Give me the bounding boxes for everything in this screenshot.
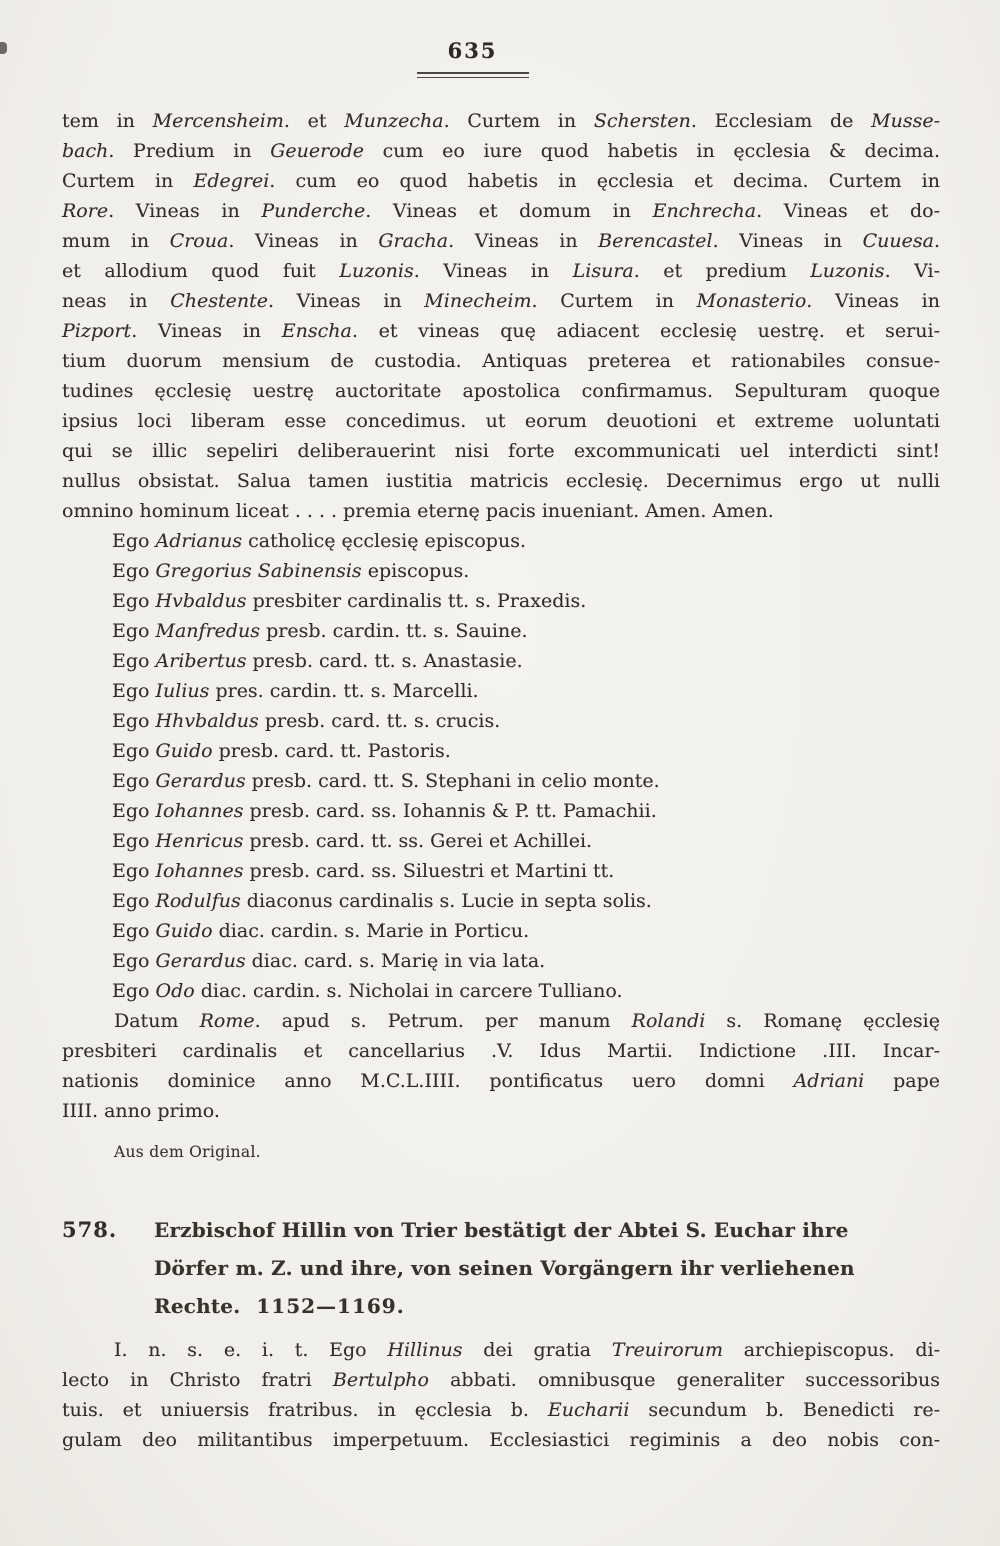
text-line: bach. Predium in Geuerode cum eo iure quod habetis in ęcclesia & decima. [62,140,941,162]
page-number-rule [417,72,529,78]
text-line: Ego Aribertus presb. card. tt. s. Anastasie. [112,650,523,672]
scan-artifact [0,42,7,54]
text-line: Ego Hvbaldus presbiter cardinalis tt. s. Praxedis. [112,590,587,612]
text-line: Ego Gregorius Sabinensis episcopus. [112,560,470,582]
text-line: Dörfer m. Z. und ihre, von seinen Vorgängern ihr verliehenen [154,1256,855,1280]
source-note: Aus dem Original. [114,1143,261,1161]
text-line: qui se illic sepeliri deliberauerint nisi forte excommunicati uel interdicti sint! [62,440,940,462]
text-line: Ego Manfredus presb. cardin. tt. s. Sauine. [112,620,528,642]
text-line: Ego Iohannes presb. card. ss. Siluestri et Martini tt. [112,860,615,882]
text-line: Datum Rome. apud s. Petrum. per manum Rolandi s. Romanę ęcclesię [114,1010,940,1032]
text-line: ipsius loci liberam esse concedimus. ut eorum deuotioni et extreme uoluntati [62,410,940,432]
datum-paragraph [62,1006,940,1126]
page-number: 635 [447,38,498,63]
text-line: Ego Guido presb. card. tt. Pastoris. [112,740,451,762]
text-line: Ego Henricus presb. card. tt. ss. Gerei et Achillei. [112,830,593,852]
text-line: presbiteri cardinalis et cancellarius .V. Idus Martii. Indictione .III. Incar- [62,1040,940,1062]
text-line: Ego Rodulfus diaconus cardinalis s. Lucie in septa solis. [112,890,652,912]
text-line: Erzbischof Hillin von Trier bestätigt der Abtei S. Euchar ihre [154,1218,849,1242]
text-line: Ego Odo diac. cardin. s. Nicholai in carcere Tulliano. [112,980,623,1002]
text-line: Ego Hhvbaldus presb. card. tt. s. crucis. [112,710,501,732]
text-line: et allodium quod fuit Luzonis. Vineas in Lisura. et predium Luzonis. Vi- [62,260,940,282]
text-line: tudines ęcclesię uestrę auctoritate apostolica confirmamus. Sepulturam quoque [62,380,940,402]
text-line: Rechte. 1152—1169. [154,1294,405,1318]
text-line: Ego Adrianus catholicę ęcclesię episcopus. [112,530,526,552]
text-line: gulam deo militantibus imperpetuum. Ecclesiastici regiminis a deo nobis con- [62,1429,940,1451]
text-line: Ego Guido diac. cardin. s. Marie in Porticu. [112,920,530,942]
text-line: tem in Mercensheim. et Munzecha. Curtem in Schersten. Ecclesiam de Musse- [62,110,940,132]
text-line: omnino hominum liceat . . . . premia eternę pacis inueniant. Amen. Amen. [62,500,774,522]
text-line: Ego Iulius pres. cardin. tt. s. Marcelli. [112,680,479,702]
text-line: neas in Chestente. Vineas in Minecheim. Curtem in Monasterio. Vineas in [62,290,940,312]
entry-578 [62,1211,940,1455]
text-line: Ego Iohannes presb. card. ss. Iohannis & P. tt. Pamachii. [112,800,657,822]
text-line: nationis dominice anno M.C.L.IIII. pontificatus uero domni Adriani pape [62,1070,940,1092]
text-line: tium duorum mensium de custodia. Antiquas preterea et rationabiles consue- [62,350,940,372]
text-line: tuis. et uniuersis fratribus. in ęcclesia b. Eucharii secundum b. Benedicti re- [62,1399,940,1421]
text-line: Pizport. Vineas in Enscha. et vineas quę adiacent ecclesię uestrę. et serui- [62,320,940,342]
text-line: IIII. anno primo. [62,1100,220,1122]
text-line: mum in Croua. Vineas in Gracha. Vineas in Berencastel. Vineas in Cuuesa. [62,230,940,252]
cardinal-signature-list [62,526,940,1006]
page-header [0,0,1000,78]
text-line: lecto in Christo fratri Bertulpho abbati. omnibusque generaliter successoribus [62,1369,940,1391]
text-line: nullus obsistat. Salua tamen iustitia matricis ecclesię. Decernimus ergo ut nulli [62,470,940,492]
text-line: Curtem in Edegrei. cum eo quod habetis in ęcclesia et decima. Curtem in [62,170,940,192]
entry-number: 578. [62,1217,118,1242]
text-line: Rore. Vineas in Punderche. Vineas et domum in Enchrecha. Vineas et do- [62,200,940,222]
entry-578-heading [62,1211,940,1325]
text-line: Ego Gerardus diac. card. s. Marię in via lata. [112,950,546,972]
charter-body-paragraph [62,106,940,526]
entry-body-paragraph [62,1335,940,1455]
text-line: I. n. s. e. i. t. Ego Hillinus dei gratia Treuirorum archiepiscopus. di- [114,1339,940,1361]
text-line: Ego Gerardus presb. card. tt. S. Stephani in celio monte. [112,770,660,792]
charter-577-text [62,106,940,1167]
entry-heading-regest [154,1211,855,1325]
